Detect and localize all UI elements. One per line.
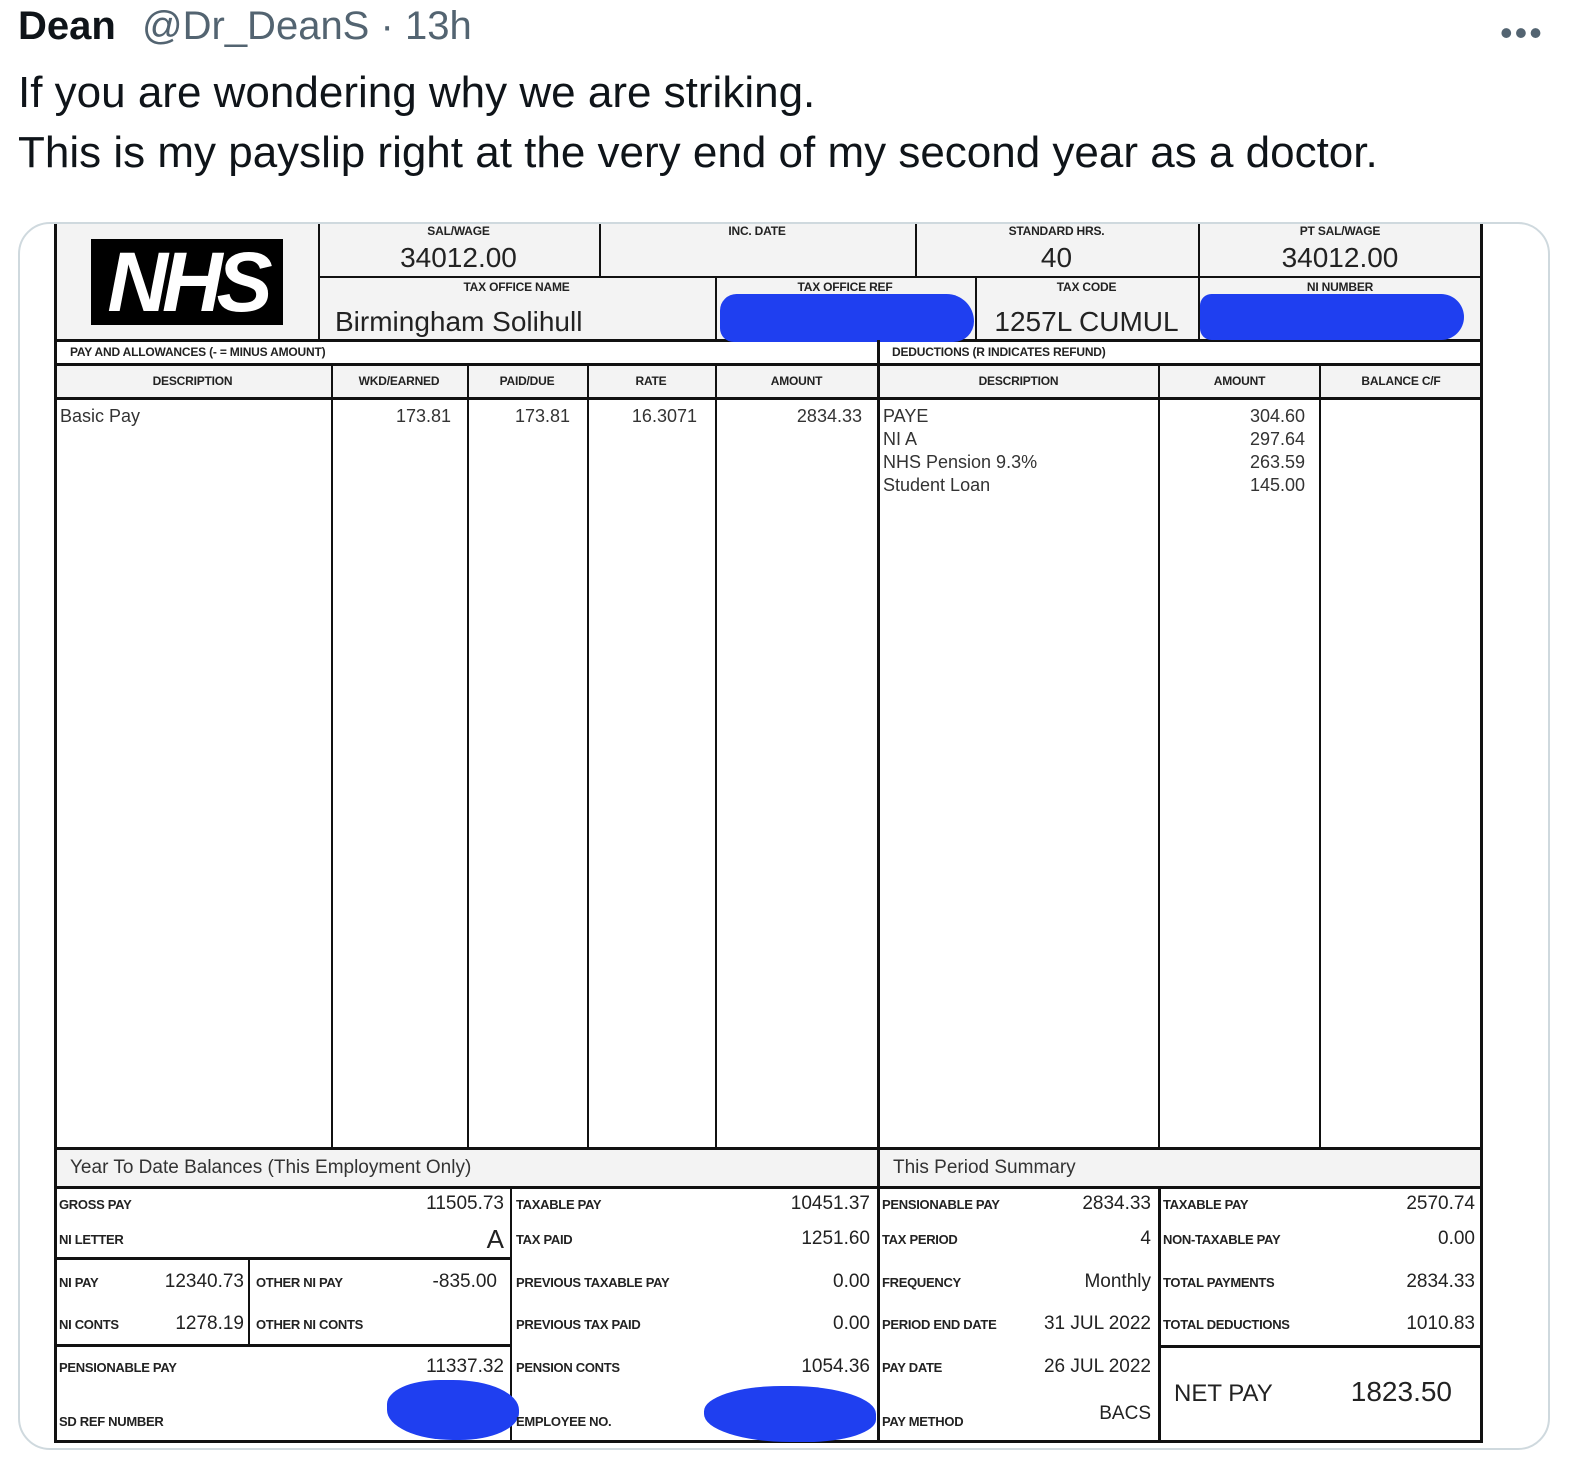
sal-wage-label: SAL/WAGE: [427, 224, 490, 238]
grid-line: [1159, 1345, 1482, 1348]
tax-paid-label: TAX PAID: [516, 1232, 573, 1247]
grid-line: [54, 1147, 1482, 1150]
prev-tax-paid-label: PREVIOUS TAX PAID: [516, 1317, 641, 1332]
grid-line: [877, 340, 880, 1440]
ni-conts-value: 1278.19: [175, 1313, 244, 1334]
handle[interactable]: @Dr_DeanS: [142, 4, 370, 48]
inc-date-label: INC. DATE: [728, 224, 786, 238]
grid-line: [54, 1257, 510, 1260]
tax-code-label: TAX CODE: [1056, 280, 1117, 294]
tweet-time[interactable]: 13h: [404, 4, 472, 48]
prev-taxable-pay-label: PREVIOUS TAXABLE PAY: [516, 1275, 670, 1290]
other-ni-pay-label: OTHER NI PAY: [256, 1275, 343, 1290]
frequency-label: FREQUENCY: [882, 1275, 961, 1290]
net-pay-label: NET PAY: [1174, 1380, 1273, 1407]
col-deduction-amount: AMOUNT: [1213, 374, 1266, 388]
deduction-amount: 263.59: [1249, 452, 1305, 472]
pay-row-description: Basic Pay: [60, 406, 141, 426]
period-end-date-label: PERIOD END DATE: [882, 1317, 997, 1332]
col-paid-due: PAID/DUE: [499, 374, 555, 388]
tax-period-label: TAX PERIOD: [882, 1232, 958, 1247]
redaction-mark: [1200, 294, 1464, 340]
tweet-text-line: This is my payslip right at the very end of my second year as a doctor.: [18, 128, 1378, 177]
grid-line: [587, 364, 589, 1150]
gross-pay-value: 11505.73: [426, 1193, 504, 1214]
frequency-value: Monthly: [1084, 1271, 1151, 1292]
pension-conts-label: PENSION CONTS: [516, 1360, 620, 1375]
pay-row-paid-due: 173.81: [514, 406, 570, 426]
ytd-pensionable-pay-label: PENSIONABLE PAY: [59, 1360, 177, 1375]
ni-pay-value: 12340.73: [164, 1271, 244, 1292]
grid-line: [331, 364, 333, 1150]
period-taxable-pay-label: TAXABLE PAY: [1163, 1197, 1249, 1212]
grid-line: [1158, 1187, 1161, 1440]
col-balance-cf: BALANCE C/F: [1361, 374, 1441, 388]
payslip: [18, 222, 1550, 1450]
period-end-date-value: 31 JUL 2022: [1043, 1313, 1151, 1334]
redaction-mark: [387, 1380, 519, 1440]
pay-row-rate: 16.3071: [631, 406, 697, 426]
grid-line: [54, 397, 1482, 400]
redaction-mark: [704, 1386, 876, 1442]
author-name[interactable]: Dean: [18, 4, 116, 48]
ni-conts-label: NI CONTS: [59, 1317, 119, 1332]
ytd-taxable-pay-value: 10451.37: [790, 1193, 870, 1214]
period-taxable-pay-value: 2570.74: [1406, 1193, 1475, 1214]
total-payments-label: TOTAL PAYMENTS: [1163, 1275, 1275, 1290]
tweet-text-line: If you are wondering why we are striking.: [18, 68, 816, 117]
other-ni-conts-label: OTHER NI CONTS: [256, 1317, 364, 1332]
sd-ref-label: SD REF NUMBER: [59, 1414, 164, 1429]
ni-letter-value: A: [486, 1224, 504, 1254]
deduction-description: PAYE: [883, 406, 929, 426]
non-taxable-pay-label: NON-TAXABLE PAY: [1163, 1232, 1281, 1247]
col-rate: RATE: [635, 374, 667, 388]
col-wkd-earned: WKD/EARNED: [358, 374, 440, 388]
standard-hrs-label: STANDARD HRS.: [1008, 224, 1105, 238]
ni-number-label: NI NUMBER: [1306, 280, 1374, 294]
employee-no-label: EMPLOYEE NO.: [516, 1414, 612, 1429]
grid-line: [248, 1259, 250, 1345]
ytd-title: Year To Date Balances (This Employment Only): [70, 1157, 472, 1178]
payslip-image[interactable]: [18, 222, 1550, 1450]
pay-row-amount: 2834.33: [796, 406, 862, 426]
tax-office-name-label: TAX OFFICE NAME: [463, 280, 570, 294]
period-title: This Period Summary: [893, 1157, 1076, 1178]
gross-pay-label: GROSS PAY: [59, 1197, 132, 1212]
grid-line: [54, 1344, 510, 1347]
pay-row-wkd-earned: 173.81: [395, 406, 451, 426]
deductions-section-title: DEDUCTIONS (R INDICATES REFUND): [892, 345, 1106, 359]
tax-office-name-value: Birmingham Solihull: [335, 306, 583, 337]
total-deductions-label: TOTAL DEDUCTIONS: [1163, 1317, 1290, 1332]
other-ni-pay-value: -835.00: [432, 1271, 497, 1292]
deduction-description: NI A: [883, 429, 918, 449]
pay-method-value: BACS: [1099, 1403, 1151, 1424]
grid-line: [318, 276, 1482, 278]
col-description: DESCRIPTION: [152, 374, 233, 388]
frame-line: [1480, 224, 1483, 1442]
pay-section-title: PAY AND ALLOWANCES (- = MINUS AMOUNT): [70, 345, 326, 359]
nhs-logo: NHS: [91, 239, 283, 325]
prev-taxable-pay-value: 0.00: [833, 1271, 870, 1292]
ni-pay-label: NI PAY: [59, 1275, 99, 1290]
standard-hrs-value: 40: [1040, 242, 1073, 273]
deduction-amount: 304.60: [1249, 406, 1305, 426]
tax-paid-value: 1251.60: [801, 1228, 870, 1249]
deduction-description: NHS Pension 9.3%: [883, 452, 1038, 472]
total-payments-value: 2834.33: [1406, 1271, 1475, 1292]
grid-line: [1319, 364, 1321, 1150]
deduction-amount: 145.00: [1249, 475, 1305, 495]
period-pensionable-pay-value: 2834.33: [1082, 1193, 1151, 1214]
pt-sal-wage-label: PT SAL/WAGE: [1299, 224, 1381, 238]
sal-wage-value: 34012.00: [400, 242, 517, 273]
non-taxable-pay-value: 0.00: [1438, 1228, 1475, 1249]
pension-conts-value: 1054.36: [801, 1356, 870, 1377]
grid-line: [54, 363, 1482, 366]
ellipsis-icon[interactable]: •••: [1500, 12, 1544, 53]
total-deductions-value: 1010.83: [1406, 1313, 1475, 1334]
tax-code-value: 1257L CUMUL: [994, 306, 1179, 337]
grid-line: [54, 1186, 1482, 1189]
pt-sal-wage-value: 34012.00: [1281, 242, 1399, 273]
prev-tax-paid-value: 0.00: [833, 1313, 870, 1334]
ni-letter-label: NI LETTER: [59, 1232, 124, 1247]
ytd-pensionable-pay-value: 11337.32: [426, 1356, 504, 1377]
pay-method-label: PAY METHOD: [882, 1414, 964, 1429]
period-pensionable-pay-label: PENSIONABLE PAY: [882, 1197, 1000, 1212]
ytd-taxable-pay-label: TAXABLE PAY: [516, 1197, 602, 1212]
net-pay-value: 1823.50: [1350, 1376, 1452, 1407]
deduction-description: Student Loan: [883, 475, 991, 495]
grid-line: [715, 364, 717, 1150]
col-deduction-description: DESCRIPTION: [978, 374, 1059, 388]
pay-date-value: 26 JUL 2022: [1043, 1356, 1151, 1377]
tax-office-ref-label: TAX OFFICE REF: [797, 280, 893, 294]
col-amount: AMOUNT: [770, 374, 823, 388]
grid-line: [467, 364, 469, 1150]
author-handle[interactable]: [142, 4, 472, 49]
separator: ·: [380, 4, 394, 48]
tax-period-value: 4: [1140, 1228, 1151, 1249]
pay-date-label: PAY DATE: [882, 1360, 942, 1375]
deduction-amount: 297.64: [1249, 429, 1305, 449]
redaction-mark: [720, 294, 974, 342]
